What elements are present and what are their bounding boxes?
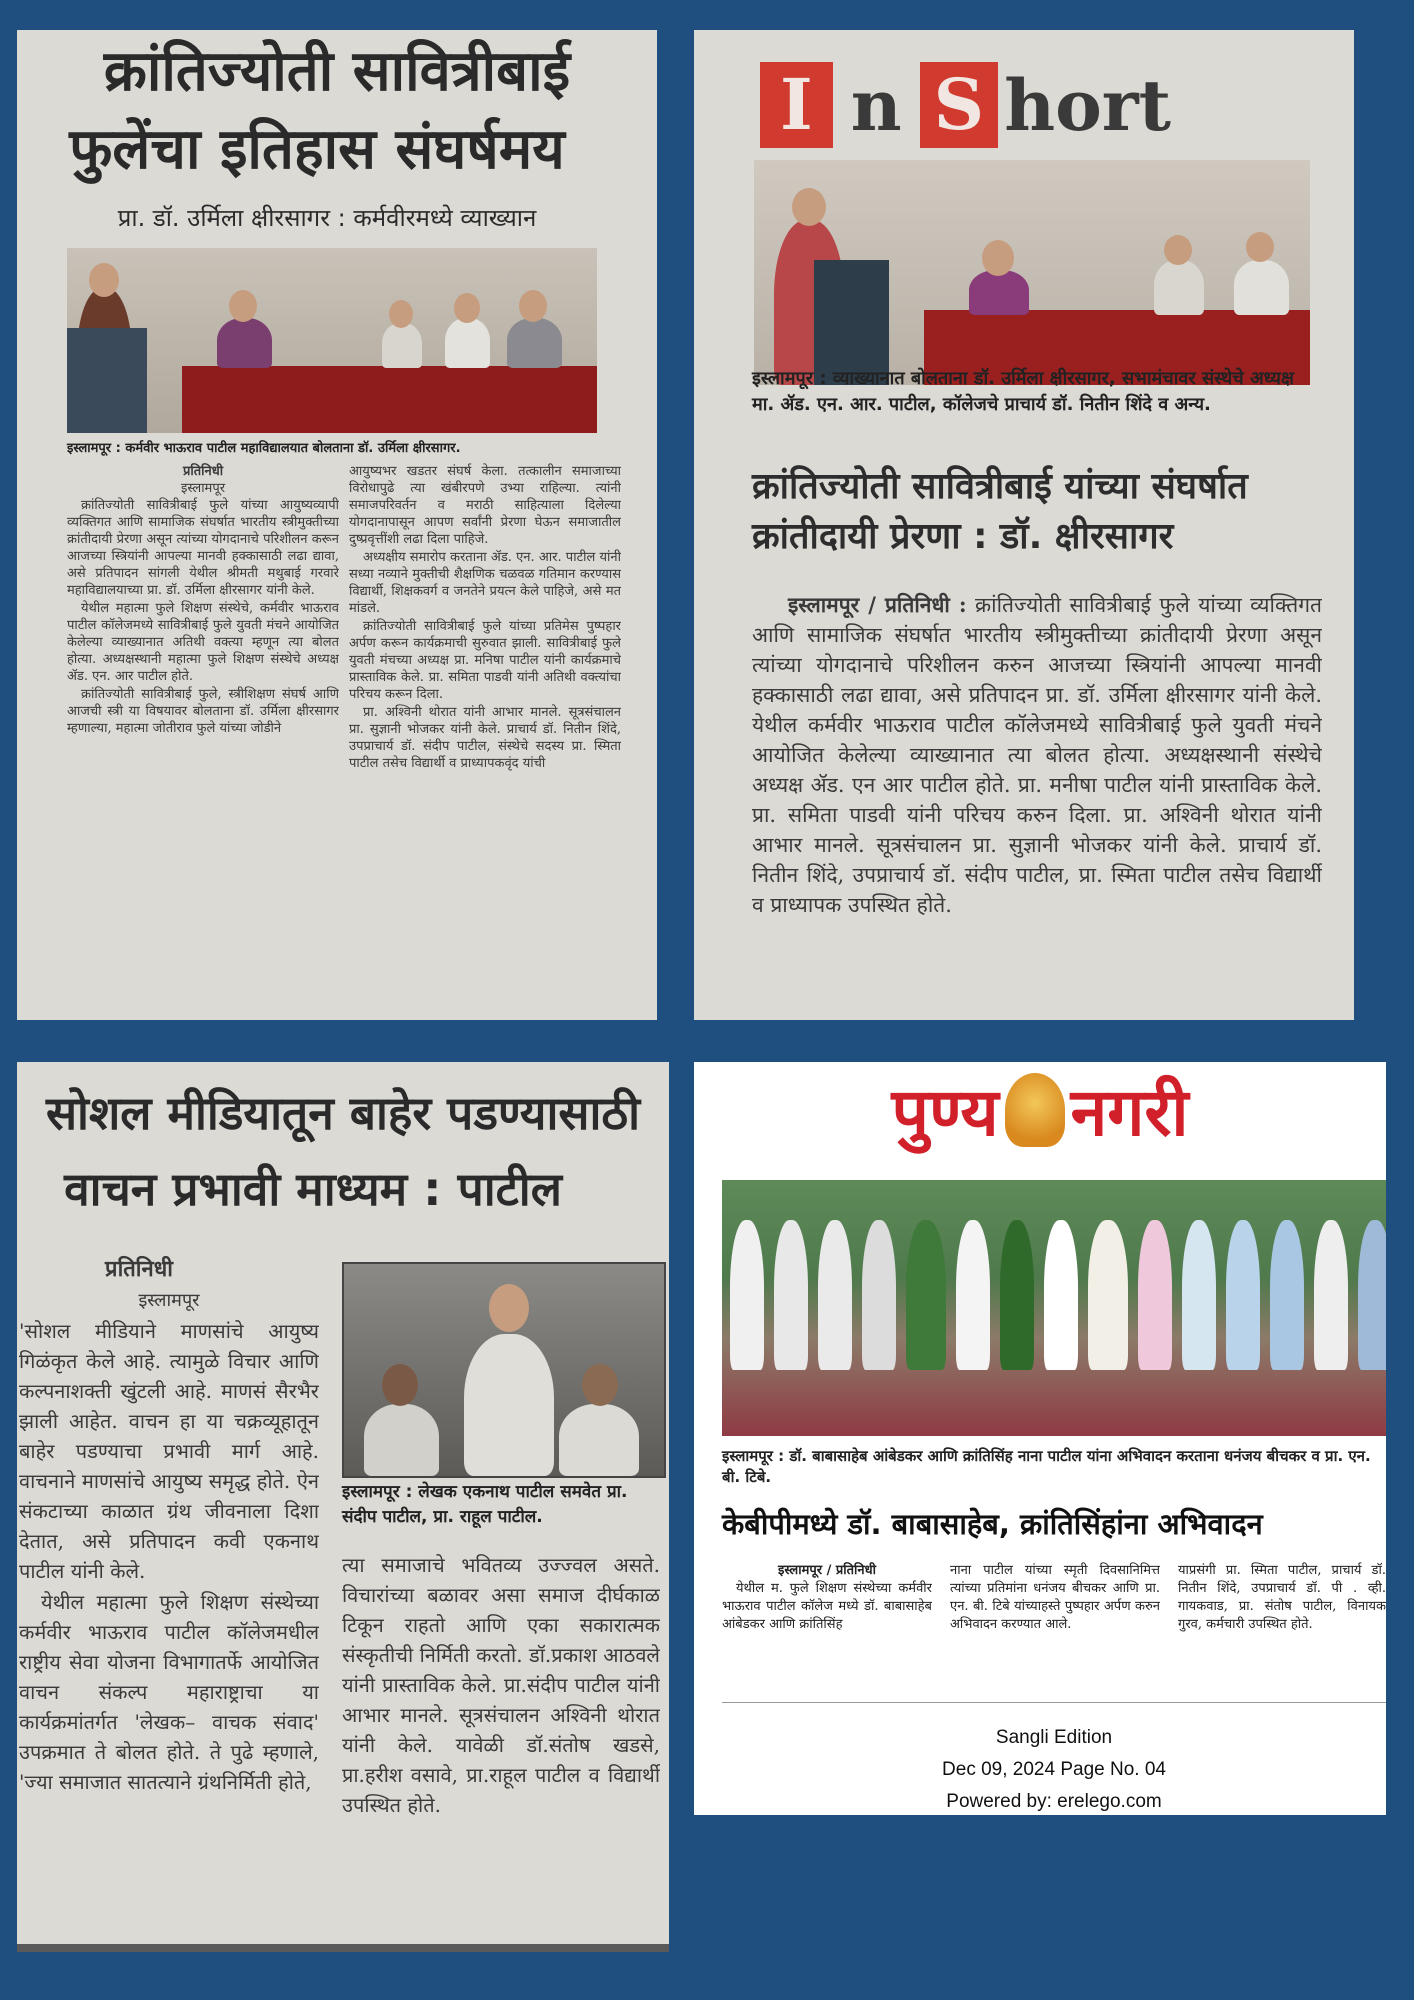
dateline: इस्लामपूर [180,481,226,496]
masthead-punyanagari [694,1062,1386,1158]
edition-name: Sangli Edition [995,1727,1113,1748]
photo-lecture-stage [67,248,597,433]
photo-caption: इस्लामपूर : डॉ. बाबासाहेब आंबेडकर आणि क्रांतिसिंह नाना पाटील यांना अभिवादन करताना धनंजय बीचकर व प्रा. एन. बी. टिबे. [722,1447,1371,1486]
headline-line2: वाचन प्रभावी माध्यम : पाटील [64,1162,562,1216]
paragraph: त्या समाजाचे भवितव्य उज्ज्वल असते. विचारांच्या बळावर असा समाज दीर्घकाळ टिकून राहतो आणि एका सकारात्मक संस्कृतीची निर्मिती करतो. डॉ.प्रकाश आठवले यांनी प्रास्ताविक केले. प्रा.संदीप पाटील यांनी आभार मानले. सूत्रसंचालन अश्विनी थोरात यांनी केले. यावेळी डॉ.संतोष खडसे, प्रा.हरीश वसावे, प्रा.राहूल पाटील व विद्यार्थी उपस्थित होते. [342,1553,660,1817]
subhead: प्रा. डॉ. उर्मिला क्षीरसागर : कर्मवीरमध्ये व्याख्यान [117,204,537,232]
article-column-1 [17,1252,319,1952]
paragraph: 'सोशल मीडियाने माणसांचे आयुष्य गिळंकृत केले आहे. त्यामुळे विचार आणि कल्पनाशक्ती खुंटली आहे. माणसं सैरभैर झाली आहेत. वाचन हा या चक्रव्यूहातून बाहेर पडण्याचा प्रभावी मार्ग आहे. वाचनाने माणसांचे आयुष्य समृद्ध होते. ऐन संकटाच्या काळात ग्रंथ जीवनाला दिशा देतात, असे प्रतिपादन कवी एकनाथ पाटील यांनी केले. [19,1319,319,1583]
body-text: क्रांतिज्योती सावित्रीबाई फुले यांच्या व्यक्तिगत आणि सामाजिक संघर्षात भारतीय स्त्रीमुक्तीच्या क्रांतीदायी प्रेरणा असून त्यांच्या योगदानाचे परिशीलन करुन आजच्या स्त्रियांनी आपल्या मानवी हक्कासाठी लढा द्यावा, असे प्रतिपादन प्रा. डॉ. उर्मिला क्षीरसागर यांनी केले. येथील कर्मवीर भाऊराव पाटील कॉलेजमध्ये सावित्रीबाई फुले युवती मंचने आयोजित केलेल्या व्याख्यानात त्या बोलत होत्या. अध्यक्षस्थानी संस्थेचे अध्यक्ष ॲड. एन आर पाटील होते. प्रा. मनीषा पाटील यांनी प्रास्ताविक केले. प्रा. समिता पाडवी यांनी परिचय करुन दिला. प्रा. अश्विनी थोरात यांनी आभार मानले. सूत्रसंचालन प्रा. सुज्ञानी भोजकर यांनी केले. प्राचार्य डॉ. नितीन शिंदे, उपप्राचार्य डॉ. संदीप पाटील, प्रा. स्मिता पाटील तसेच विद्यार्थी व प्राध्यापक उपस्थित होते. [752,593,1322,917]
article-column-2 [342,1550,660,1930]
powered-by: Powered by: erelego.com [946,1791,1162,1812]
paragraph: क्रांतिज्योती सावित्रीबाई फुले यांच्या आयुष्यव्यापी व्यक्तिगत आणि सामाजिक संघर्षात भारतीय स्त्रीमुक्तीच्या क्रांतीदायी प्रेरणा असून त्यांच्या योगदानाचे परिशीलन करून आजच्या स्त्रियांनी आपल्या मानवी हक्कासाठी लढा द्यावा, असे प्रतिपादन सांगली येथील श्रीमती मथुबाई गरवारे महाविद्यालयाच्या प्रा. डॉ. उर्मिला क्षीरसागर यांनी केले. [67,498,339,598]
masthead-in-short [760,62,1177,148]
byline: प्रतिनिधी [182,464,224,479]
clipping-punyanagari-kbp [694,1062,1386,1815]
article-column-1 [722,1562,932,1682]
masthead-letter-n: n [850,63,902,147]
article-column-3 [1178,1562,1386,1682]
headline-line1: क्रांतिज्योती सावित्रीबाई [103,39,571,104]
paragraph: येथील म. फुले शिक्षण संस्थेच्या कर्मवीर भाऊराव पाटील कॉलेज मध्ये डॉ. बाबासाहेब आंबेडकर आणि क्रांतिसिंह [722,1581,932,1632]
masthead-letter-i: I [760,62,833,148]
headline: क्रांतिज्योती सावित्रीबाई यांच्या संघर्षात क्रांतीदायी प्रेरणा : डॉ. क्षीरसागर [752,466,1248,557]
photo-caption: इस्लामपूर : कर्मवीर भाऊराव पाटील महाविद्यालयात बोलताना डॉ. उर्मिला क्षीरसागर. [67,441,461,456]
masthead-left: पुण्य [891,1074,999,1151]
paragraph: प्रा. अश्विनी थोरात यांनी आभार मानले. सूत्रसंचालन प्रा. सुज्ञानी भोजकर यांनी केले. प्राचार्य डॉ. नितीन शिंदे, उपप्राचार्य डॉ. संदीप पाटील, संस्थेचे सदस्य प्रा. स्मिता पाटील तसेच विद्यार्थी व प्राध्यापकवृंद यांची [349,705,621,771]
edition-info [722,1722,1386,1815]
headline-line2: फुलेंचा इतिहास संघर्षमय [69,117,565,182]
dateline: इस्लामपूर [138,1290,200,1311]
headline: केबीपीमध्ये डॉ. बाबासाहेब, क्रांतिसिंहांना अभिवादन [722,1507,1263,1541]
clipping-savitribai-history [17,30,657,1020]
photo-author-meeting [342,1262,666,1478]
paragraph: याप्रसंगी प्रा. स्मिता पाटील, प्राचार्य डॉ. नितीन शिंदे, उपप्राचार्य डॉ. पी . व्ही. गायकवाड, प्रा. संतोष पाटील, विनायक गुरव, कर्मचारी उपस्थित होते. [1178,1563,1386,1632]
paragraph: आयुष्यभर खडतर संघर्ष केला. तत्कालीन समाजाच्या विरोधापुढे त्या खंबीरपणे उभ्या राहिल्या. त्यांनी समाजपरिवर्तन व मराठी साहित्याला दिलेल्या योगदानापासून आपण सर्वांनी प्रेरणा घेऊन समाजातील दुष्प्रवृत्तींशी लढा दिला पाहिजे. [349,464,621,547]
dateline: इस्लामपूर / प्रतिनिधी : [788,592,967,617]
article-body [752,590,1322,1010]
article-column-2 [349,463,621,1020]
photo-lecture-stage [754,160,1310,385]
ganesha-logo-icon [1005,1073,1065,1147]
dateline: इस्लामपूर / प्रतिनिधी [777,1563,876,1578]
paragraph: येथील महात्मा फुले शिक्षण संस्थेचे, कर्मवीर भाऊराव पाटील कॉलेजमध्ये सावित्रीबाई फुले युवती मंचने आयोजित केलेल्या व्याख्यानात अतिथी वक्त्या म्हणून त्या बोलत होत्या. अध्यक्षस्थानी महात्मा फुले शिक्षण संस्थेचे अध्यक्ष ॲड. एन. आर पाटील होते. [67,601,339,684]
photo-caption: इस्लामपूर : व्याख्यानात बोलताना डॉ. उर्मिला क्षीरसागर, सभामंचावर संस्थेचे अध्यक्ष मा. ॲड. एन. आर. पाटील, कॉलेजचे प्राचार्य डॉ. नितीन शिंदे व अन्य. [752,368,1294,415]
paragraph: नाना पाटील यांच्या स्मृती दिवसानिमित्त त्यांच्या प्रतिमांना धनंजय बीचकर आणि प्रा. एन. बी. टिबे यांच्याहस्ते पुष्पहार अर्पण करुन अभिवादन करण्यात आले. [950,1563,1160,1632]
paragraph: येथील महात्मा फुले शिक्षण संस्थेच्या कर्मवीर भाऊराव पाटील कॉलेजमधील राष्ट्रीय सेवा योजना विभागातर्फे आयोजित वाचन संकल्प महाराष्ट्राचा या कार्यक्रमांतर्गत 'लेखक– वाचक संवाद' उपक्रमात ते बोलत होते. ते पुढे म्हणाले, 'ज्या समाजात सातत्याने ग्रंथनिर्मिती होते, [19,1590,319,1794]
byline: प्रतिनिधी [105,1256,173,1282]
divider [722,1702,1386,1703]
clipping-in-short [694,30,1354,1020]
article-column-2 [950,1562,1160,1682]
paragraph: क्रांतिज्योती सावित्रीबाई फुले, स्त्रीशिक्षण संघर्ष आणि आजची स्त्री या विषयावर बोलताना डॉ. उर्मिला क्षीरसागर म्हणाल्या, महात्मा जोतीराव फुले यांच्या जोडीने [67,687,339,736]
bottom-rule [17,1944,669,1952]
edition-date-page: Dec 09, 2024 Page No. 04 [942,1759,1166,1780]
paragraph: अध्यक्षीय समारोप करताना ॲड. एन. आर. पाटील यांनी सध्या नव्याने मुक्तीची शैक्षणिक चळवळ गतिमान करण्यास विद्यार्थी, शिक्षकवर्ग व जनतेने प्रयत्न केले पाहिजे, असे मत मांडले. [349,550,621,616]
article-column-1 [67,463,339,1020]
masthead-letter-hort: hort [1004,63,1172,147]
paragraph: क्रांतिज्योती सावित्रीबाई फुले यांच्या प्रतिमेस पुष्पहार अर्पण करून कार्यक्रमाची सुरुवात झाली. सावित्रीबाई फुले युवती मंचच्या अध्यक्ष प्रा. मनिषा पाटील यांनी कार्यक्रमाचे प्रास्ताविक केले. प्रा. समिता पाडवी यांनी अतिथी वक्त्यांचा परिचय करून दिला. [349,619,621,702]
masthead-letter-s: S [920,62,999,148]
headline-line1: सोशल मीडियातून बाहेर पडण्यासाठी [45,1086,641,1140]
clipping-social-media-reading [17,1062,669,1952]
photo-caption: इस्लामपूर : लेखक एकनाथ पाटील समवेत प्रा. संदीप पाटील, प्रा. राहूल पाटील. [342,1482,628,1527]
photo-tribute-group [722,1180,1386,1436]
masthead-right: नगरी [1070,1074,1189,1151]
